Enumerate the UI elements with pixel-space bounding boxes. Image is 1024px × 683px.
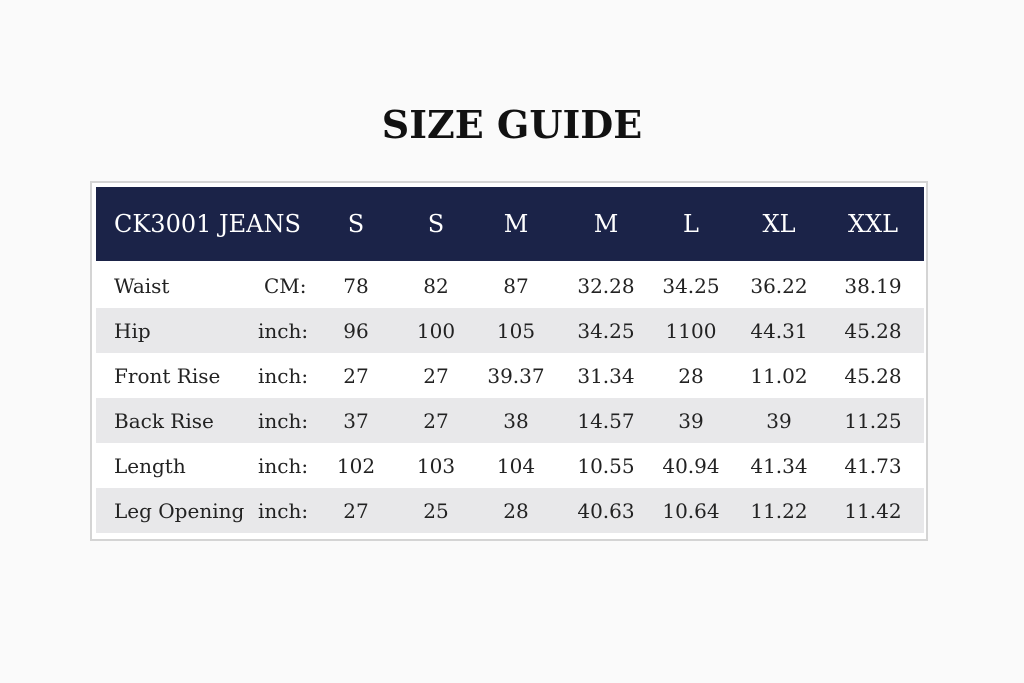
unit-label: inch: xyxy=(258,498,309,523)
table-row xyxy=(96,398,924,443)
table-cell: 41.73 xyxy=(844,453,902,478)
table-cell: 44.31 xyxy=(750,318,808,343)
table-cell: 82 xyxy=(423,273,449,298)
table-cell: 39 xyxy=(678,408,704,433)
table-cell: 100 xyxy=(416,318,456,343)
unit-label: inch: xyxy=(258,453,309,478)
measure-label: Front Rise xyxy=(114,363,221,388)
size-header: XXL xyxy=(847,210,899,238)
table-cell: 103 xyxy=(416,453,456,478)
table-row xyxy=(96,308,924,353)
table-cell: 37 xyxy=(343,408,369,433)
table-cell: 38.19 xyxy=(844,273,902,298)
measure-label: Length xyxy=(114,453,186,478)
table-cell: 1100 xyxy=(665,318,717,343)
table-cell: 27 xyxy=(343,498,369,523)
table-cell: 39 xyxy=(766,408,792,433)
measure-label: Hip xyxy=(114,318,151,343)
table-row xyxy=(96,488,924,533)
table-cell: 31.34 xyxy=(577,363,635,388)
size-header: M xyxy=(503,210,529,238)
table-cell: 41.34 xyxy=(750,453,808,478)
table-header-row xyxy=(96,187,924,261)
unit-label: inch: xyxy=(258,408,309,433)
table-cell: 39.37 xyxy=(487,363,545,388)
table-cell: 87 xyxy=(503,273,529,298)
size-header: XL xyxy=(762,210,796,238)
table-cell: 34.25 xyxy=(662,273,720,298)
table-cell: 11.25 xyxy=(844,408,902,433)
table-cell: 10.64 xyxy=(662,498,720,523)
size-header: S xyxy=(427,210,445,238)
table-row xyxy=(96,443,924,488)
table-cell: 28 xyxy=(503,498,529,523)
table-cell: 102 xyxy=(336,453,376,478)
measure-label: Leg Opening xyxy=(114,498,245,523)
table-cell: 40.63 xyxy=(577,498,635,523)
size-header: S xyxy=(347,210,365,238)
table-cell: 11.02 xyxy=(750,363,808,388)
table-cell: 45.28 xyxy=(844,363,902,388)
unit-label: inch: xyxy=(258,363,309,388)
table-cell: 14.57 xyxy=(577,408,635,433)
table-cell: 45.28 xyxy=(844,318,902,343)
table-cell: 40.94 xyxy=(662,453,720,478)
table-cell: 36.22 xyxy=(750,273,808,298)
unit-label: CM: xyxy=(264,273,307,298)
table-cell: 27 xyxy=(343,363,369,388)
table-cell: 27 xyxy=(423,408,449,433)
table-cell: 10.55 xyxy=(577,453,635,478)
measure-label: Back Rise xyxy=(114,408,214,433)
table-cell: 32.28 xyxy=(577,273,635,298)
table-row xyxy=(96,263,924,308)
table-cell: 11.42 xyxy=(844,498,902,523)
measure-label: Waist xyxy=(114,273,170,298)
table-cell: 34.25 xyxy=(577,318,635,343)
table-cell: 105 xyxy=(496,318,536,343)
size-header: L xyxy=(683,210,699,238)
table-cell: 28 xyxy=(678,363,704,388)
size-header: M xyxy=(593,210,619,238)
table-cell: 25 xyxy=(423,498,449,523)
table-cell: 96 xyxy=(343,318,369,343)
table-cell: 38 xyxy=(503,408,529,433)
table-cell: 104 xyxy=(496,453,536,478)
table-cell: 78 xyxy=(343,273,369,298)
unit-label: inch: xyxy=(258,318,309,343)
product-name: CK3001 JEANS xyxy=(114,210,301,238)
table-row xyxy=(96,353,924,398)
table-cell: 27 xyxy=(423,363,449,388)
table-cell: 11.22 xyxy=(750,498,808,523)
page-title: SIZE GUIDE xyxy=(381,102,643,147)
size-table xyxy=(90,181,928,541)
